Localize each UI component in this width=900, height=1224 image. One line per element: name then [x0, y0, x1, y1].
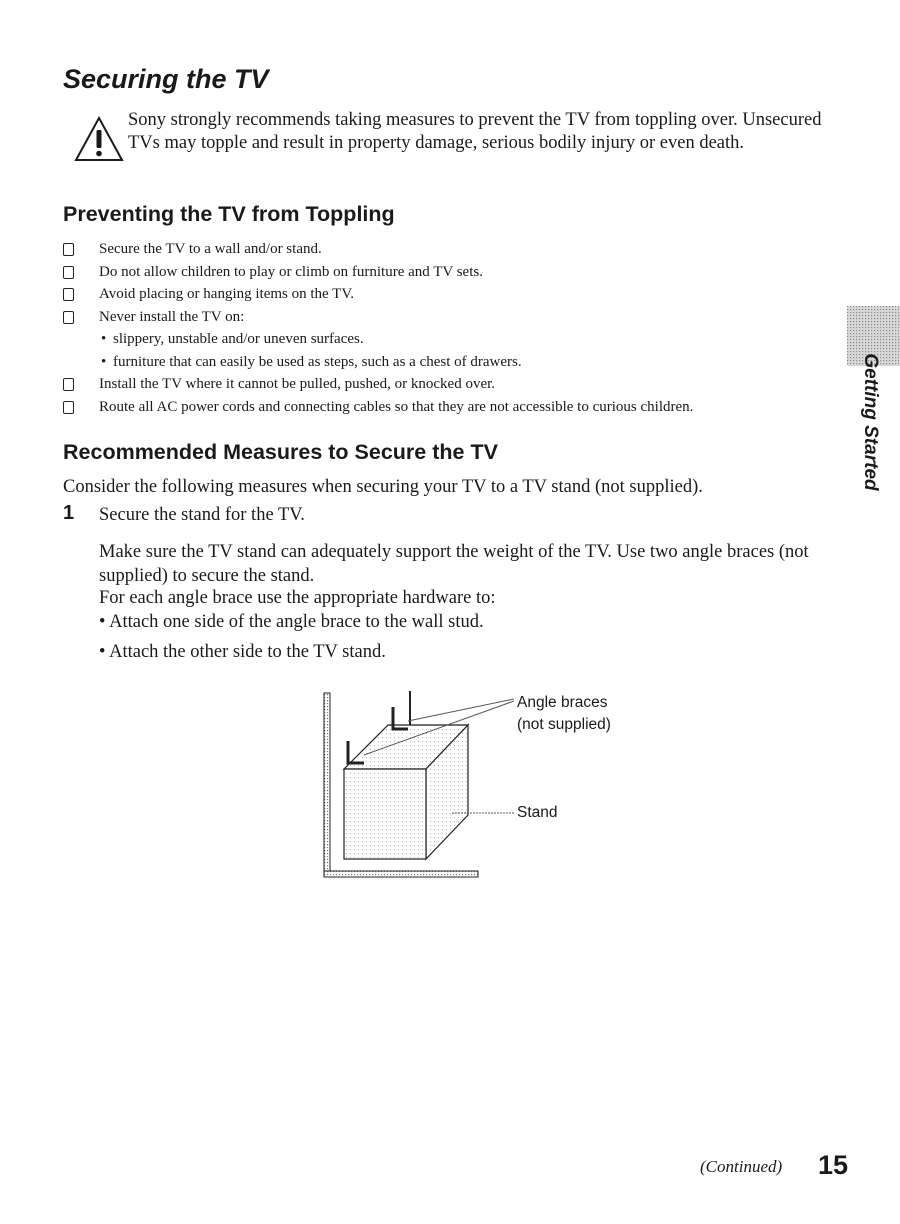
stand-front	[344, 769, 426, 859]
checklist-item: Install the TV where it cannot be pulled, pushed, or knocked over.	[63, 373, 843, 396]
checkbox-icon	[63, 288, 74, 301]
warning-triangle-icon	[74, 116, 124, 162]
checklist-item: Do not allow children to play or climb on furniture and TV sets.	[63, 261, 843, 284]
checklist-subitem: • furniture that can easily be used as steps, such as a chest of drawers.	[101, 353, 522, 370]
prevention-checklist	[63, 238, 843, 418]
step-bullet: • Attach one side of the angle brace to the wall stud.	[99, 612, 484, 632]
checkbox-icon	[63, 378, 74, 391]
checkbox-icon	[63, 243, 74, 256]
checkbox-icon	[63, 266, 74, 279]
step-bullet: • Attach the other side to the TV stand.	[99, 642, 386, 662]
continued-note: (Continued)	[700, 1157, 783, 1176]
leader-line	[408, 699, 514, 721]
checklist-subitem: • slippery, unstable and/or uneven surfaces.	[101, 331, 364, 347]
callout-stand: Stand	[517, 804, 558, 821]
checklist-item: Never install the TV on:	[63, 306, 843, 329]
checklist-item: Secure the TV to a wall and/or stand.	[63, 238, 843, 261]
checklist-item: Route all AC power cords and connecting cables so that they are not accessible to curious children.	[63, 396, 843, 419]
callout-angle-braces: Angle braces (not supplied)	[517, 694, 611, 733]
step-hardware-line: For each angle brace use the appropriate hardware to:	[99, 588, 496, 608]
step-title: Secure the stand for the TV.	[99, 505, 305, 525]
recommended-intro: Consider the following measures when securing your TV to a TV stand (not supplied).	[63, 477, 703, 497]
page-title: Securing the TV	[63, 64, 269, 94]
floor-shape	[324, 871, 478, 877]
checklist-item: Avoid placing or hanging items on the TV.	[63, 283, 843, 306]
section-heading-recommended: Recommended Measures to Secure the TV	[63, 440, 498, 464]
section-heading-preventing: Preventing the TV from Toppling	[63, 202, 395, 226]
warning-text: Sony strongly recommends taking measures to prevent the TV from toppling over. Unsecured TVs may topple and result in property damage, serious bodily injury or even death.	[128, 110, 822, 153]
checkbox-icon	[63, 311, 74, 324]
checkbox-icon	[63, 401, 74, 414]
page-number: 15	[818, 1150, 849, 1180]
section-tab-label: Getting Started	[860, 353, 881, 491]
step-number: 1	[63, 502, 75, 524]
step-body: Make sure the TV stand can adequately support the weight of the TV. Use two angle braces (not supplied) to secure the stand.	[99, 542, 809, 586]
wall-shape	[324, 693, 330, 875]
